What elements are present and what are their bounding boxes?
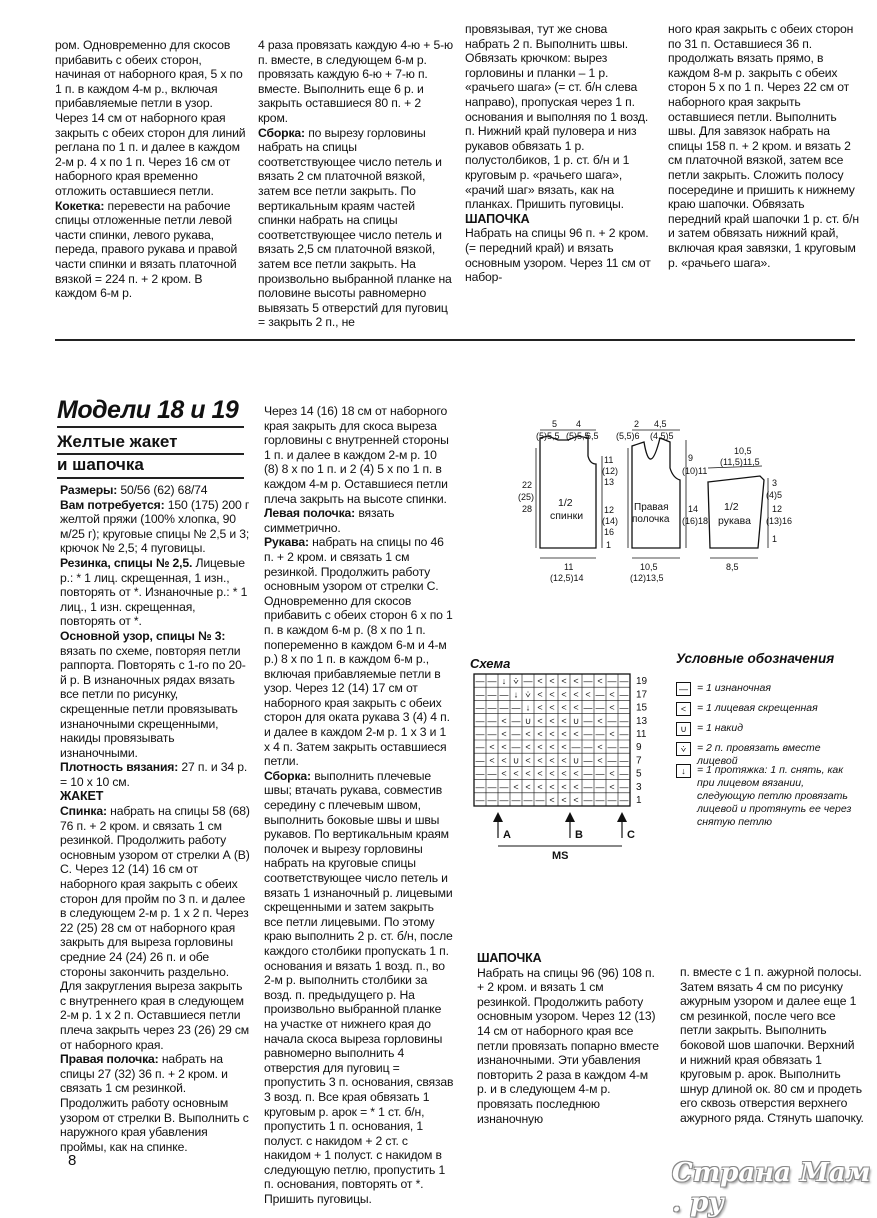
legend-text: = 1 накид xyxy=(697,722,744,734)
stitch-symbol: < xyxy=(501,742,507,753)
stitch-symbol: < xyxy=(537,768,543,779)
row-number: 19 xyxy=(636,676,648,688)
stitch-symbol: — xyxy=(607,795,617,805)
stitch-symbol: < xyxy=(489,742,495,753)
paragraph xyxy=(60,629,250,760)
stitch-symbol: — xyxy=(475,715,485,726)
stitch-symbol: — xyxy=(511,729,521,739)
arrow-label: B xyxy=(575,829,583,841)
subtitle-underline-1 xyxy=(57,453,244,455)
stitch-symbol: < xyxy=(609,689,615,700)
legend-symbol-icon: ∪ xyxy=(676,722,691,736)
row-number: 11 xyxy=(636,729,647,740)
paragraph-text: ром. Одновременно для скосов прибавить с обеих сторон, начиная от наборного края, 5 х по 1 п. в каждом 4-м р., включая прибавляемые петли в узор. Через 14 см от наборного края закрыть с обеих сторон для линий реглана по 1 п. и далее в каждом 2-м р. 4 х по 1 п. Через 16 см от наборного края временно отложить оставшиеся петли. xyxy=(55,38,246,198)
back-right-f: 16 xyxy=(604,527,615,537)
subtitle-line-2: и шапочка xyxy=(57,455,144,474)
section-heading: ЖАКЕТ xyxy=(60,789,104,804)
back-label-2: спинки xyxy=(550,510,584,522)
stitch-symbol: < xyxy=(501,755,507,766)
stitch-symbol: < xyxy=(597,676,603,687)
paragraph-heading: Вам потребуется: xyxy=(60,497,165,512)
stitch-symbol: < xyxy=(549,795,555,805)
stitch-symbol: < xyxy=(525,742,531,753)
top-column-2 xyxy=(258,38,454,330)
stitch-symbol: — xyxy=(475,768,485,779)
arrow-label: C xyxy=(627,829,635,841)
stitch-symbol: — xyxy=(511,715,521,726)
paragraph-heading: Резинка, спицы № 2,5. xyxy=(60,555,193,570)
section-heading: ШАПОЧКА xyxy=(465,211,530,226)
sleeve-label-1: 1/2 xyxy=(724,501,739,513)
front-top-c: (5,5)6 xyxy=(616,431,640,441)
paragraph-text: перевести на рабочие спицы отложенные петли левой части спинки, левого рукава, переда, правого рукава и правой части спинки и вязать платочной вязкой = 224 п. + 2 кром. В каждом 6-м р. xyxy=(55,198,238,301)
stitch-symbol: — xyxy=(619,702,629,713)
front-left-a: 14 xyxy=(688,504,699,514)
stitch-symbol: — xyxy=(487,689,497,700)
stitch-symbol: — xyxy=(607,742,617,753)
legend-text: = 2 п. провязать вместе лицевой xyxy=(697,742,821,767)
paragraph xyxy=(55,38,247,199)
stitch-symbol: — xyxy=(475,755,485,766)
sleeve-right-a: 3 xyxy=(772,478,778,488)
stitch-symbol: — xyxy=(595,729,605,739)
back-right-c: 13 xyxy=(604,477,615,487)
paragraph xyxy=(60,760,250,789)
paragraph-heading: Плотность вязания: xyxy=(60,760,179,775)
stitch-symbol: — xyxy=(583,781,593,792)
stitch-symbol: — xyxy=(511,742,521,753)
legend-item xyxy=(676,764,856,829)
stitch-symbol: < xyxy=(537,715,543,726)
stitch-symbol: — xyxy=(619,795,629,805)
stitch-symbol: < xyxy=(549,689,555,700)
paragraph xyxy=(258,38,454,126)
paragraph-heading: Кокетка: xyxy=(55,198,105,213)
stitch-symbol: < xyxy=(537,742,543,753)
stitch-symbol: ↓ xyxy=(501,676,507,687)
paragraph-heading: Сборка: xyxy=(264,768,311,783)
top-column-3 xyxy=(465,22,655,285)
legend-item xyxy=(676,702,856,716)
stitch-symbol: — xyxy=(619,742,629,753)
article-title: Модели 18 и 19 xyxy=(57,396,239,424)
stitch-symbol: — xyxy=(583,768,593,779)
paragraph xyxy=(60,804,250,1052)
back-left-a: 22 xyxy=(522,480,533,490)
front-outline xyxy=(632,438,680,548)
paragraph xyxy=(668,22,860,270)
stitch-symbol: < xyxy=(549,702,555,713)
sleeve-label-2: рукава xyxy=(718,515,751,527)
legend-text: = 1 изнаночная xyxy=(697,682,771,694)
paragraph-heading: Основной узор, спицы № 3: xyxy=(60,628,226,643)
row-number: 7 xyxy=(636,755,642,767)
legend-item xyxy=(676,722,856,736)
stitch-symbol: < xyxy=(525,729,531,739)
stitch-symbol: — xyxy=(595,768,605,779)
site-watermark: Страна Мам . ру xyxy=(672,1158,871,1218)
stitch-symbol: < xyxy=(525,781,531,792)
row-number: 9 xyxy=(636,742,642,754)
stitch-symbol: — xyxy=(595,795,605,805)
front-top-a: 2 xyxy=(634,419,640,429)
stitch-symbol: < xyxy=(489,755,495,766)
stitch-symbol: — xyxy=(499,702,509,713)
paragraph-text: п. вместе с 1 п. ажурной полосы. Затем вязать 4 см по рисунку ажурным узором и далее еще 1 см резинкой, после чего все петли закрыть. Выполнить боковой шов шапочки. Верхний и нижний края обвязать 1 круговым р. арок. Выполнить шнур длиной ок. 80 см и продеть его сквозь отверстия верхнего ажурного ряда. Стянуть шапочку. xyxy=(680,965,864,1125)
stitch-symbol: — xyxy=(583,715,593,726)
row-number: 17 xyxy=(636,689,648,701)
front-right-a: 9 xyxy=(688,453,694,463)
sleeve-top-b: (11,5)11,5 xyxy=(720,457,760,467)
stitch-symbol: — xyxy=(607,715,617,726)
stitch-symbol: — xyxy=(487,729,497,739)
back-right-g: 1 xyxy=(606,540,612,550)
front-label-2: полочка xyxy=(632,514,670,525)
legend-text: = 1 протяжка: 1 п. снять, как при лицевом вязании, следующую петлю провязать лицевой и протянуть ее через снятую петлю xyxy=(697,764,852,828)
front-right-b: (10)11 xyxy=(682,466,708,476)
section-separator xyxy=(55,339,855,341)
stitch-symbol: — xyxy=(619,689,629,700)
paragraph xyxy=(55,199,247,301)
stitch-symbol: ⩒ xyxy=(513,676,519,687)
stitch-symbol: < xyxy=(561,768,567,779)
paragraph xyxy=(465,226,655,284)
back-top-a: 5 xyxy=(552,419,558,429)
stitch-symbol: < xyxy=(549,768,555,779)
stitch-symbol: < xyxy=(537,729,543,739)
page-number: 8 xyxy=(68,1152,77,1169)
paragraph xyxy=(264,404,454,506)
back-top-b: 4 xyxy=(576,419,582,429)
paragraph-heading: Левая полочка: xyxy=(264,506,356,521)
paragraph-heading: Спинка: xyxy=(60,804,107,819)
back-left-b: (25) xyxy=(518,492,535,502)
stitch-chart xyxy=(468,670,668,860)
paragraph-text: набрать на спицы по 46 п. + 2 кром. и связать 1 см резинкой. Продолжить работу основным узором от стрелки С. Одновременно для скосов прибавить с обеих сторон 6 х по 1 п. в каждом 6-м р. (8 х по 1 п. попеременно в каждом 6-м и 4-м р.) 8 х по 1 п. в каждом 6-м р., включая прибавляемые петли в узор. Через 12 (14) 17 см от наборного края закрыть с обеих сторон для оката рукава 3 (4) 4 п. и далее в каждом 2-м р. 1 х 3 и 1 х 4 п. Затем закрыть оставшиеся петли. xyxy=(264,535,453,769)
stitch-symbol: — xyxy=(619,729,629,739)
stitch-symbol: < xyxy=(501,729,507,739)
front-label-1: Правая xyxy=(634,502,669,513)
top-column-1 xyxy=(55,38,247,301)
row-number: 15 xyxy=(636,702,648,714)
stitch-symbol: — xyxy=(487,676,497,687)
stitch-symbol: < xyxy=(513,781,519,792)
stitch-symbol: < xyxy=(573,702,579,713)
stitch-symbol: < xyxy=(573,676,579,687)
paragraph-text: 27 п. и 34 р. = 10 х 10 см. xyxy=(60,760,248,789)
stitch-symbol: < xyxy=(537,689,543,700)
stitch-symbol: < xyxy=(525,768,531,779)
front-left-b: (16)18 xyxy=(682,516,709,526)
stitch-symbol: < xyxy=(537,781,543,792)
row-number: 5 xyxy=(636,768,642,780)
stitch-symbol: < xyxy=(597,715,603,726)
paragraph-text: 4 раза провязать каждую 4-ю + 5-ю п. вместе, в следующем 6-м р. провязать каждую 6-ю + 7-ю п. вместе. Выполнить еще 6 р. и закрыть оставшиеся 80 п. + 2 кром. xyxy=(258,38,454,125)
stitch-symbol: — xyxy=(619,715,629,726)
back-label-1: 1/2 xyxy=(558,497,573,509)
stitch-symbol: < xyxy=(573,768,579,779)
stitch-symbol: < xyxy=(609,729,615,739)
stitch-symbol: < xyxy=(609,781,615,792)
legend-title: Условные обозначения xyxy=(676,651,835,666)
paragraph-text: вязать по схеме, повторяя петли раппорта. Повторять с 1-го по 20-й р. В изнаночных рядах вязать все петли по рисунку, скрещенные петли провязывать изнаночными скрещенными, накиды провязывать изнаночными. xyxy=(60,643,246,760)
stitch-symbol: ⩒ xyxy=(525,689,531,700)
stitch-symbol: — xyxy=(499,689,509,700)
paragraph xyxy=(60,1052,250,1154)
stitch-symbol: — xyxy=(583,755,593,766)
paragraph xyxy=(465,22,655,212)
stitch-symbol: < xyxy=(513,768,519,779)
legend-symbol-icon: < xyxy=(676,702,691,716)
stitch-symbol: < xyxy=(501,768,507,779)
stitch-symbol: — xyxy=(475,702,485,713)
paragraph-text: по вырезу горловины набрать на спицы соответствующее число петель и вязать 2 см платочной вязкой, затем все петли закрыть. По вертикальным краям частей спинки набрать на спицы соответствующее число петель и вязать 2,5 см платочной вязкой, затем все петли закрыть. На произвольно выбранной планке на половине высоты равномерно вывязать 5 отверстий для пуговиц = закрыть 2 п., не xyxy=(258,125,452,330)
stitch-symbol: < xyxy=(561,781,567,792)
stitch-symbol: ↓ xyxy=(513,689,519,700)
stitch-symbol: ∪ xyxy=(512,755,520,766)
back-top-d: (5)5,5 xyxy=(566,431,590,441)
stitch-symbol: — xyxy=(619,755,629,766)
paragraph-text: Набрать на спицы 96 (96) 108 п. + 2 кром. и вязать 1 см резинкой. Продолжить работу основным узором. Через 12 (13) 14 см от наборного края все петли провязать попарно вместе изнаночными. Эти убавления повторить 2 раза в каждом 4-м р. и в следующем 4-м р. провязать последнюю изнаночную xyxy=(477,965,659,1126)
stitch-symbol: < xyxy=(549,781,555,792)
stitch-symbol: < xyxy=(573,795,579,805)
back-top-c: (5)5,5 xyxy=(536,431,560,441)
sleeve-right-b: (4)5 xyxy=(766,490,783,500)
stitch-symbol: < xyxy=(537,676,543,687)
front-top-d: (4,5)5 xyxy=(650,431,674,441)
stitch-symbol: < xyxy=(597,755,603,766)
stitch-symbol: — xyxy=(487,715,497,726)
top-column-4 xyxy=(668,22,860,270)
stitch-symbol: — xyxy=(583,729,593,739)
front-bottom-b: (12)13,5 xyxy=(630,573,664,583)
repeat-arrow xyxy=(493,812,503,822)
schema-title: Схема xyxy=(470,656,511,671)
sleeve-top-a: 10,5 xyxy=(734,446,752,456)
paragraph-heading: Размеры: xyxy=(60,483,118,497)
front-top-b: 4,5 xyxy=(654,419,667,429)
paragraph xyxy=(680,965,864,1126)
stitch-symbol: — xyxy=(583,702,593,713)
repeat-arrow xyxy=(617,812,627,822)
paragraph xyxy=(264,506,454,535)
stitch-symbol: — xyxy=(475,689,485,700)
stitch-symbol: < xyxy=(549,742,555,753)
stitch-symbol: ∪ xyxy=(572,755,580,766)
stitch-symbol: — xyxy=(475,742,485,753)
section-heading: ШАПОЧКА xyxy=(477,951,542,965)
stitch-symbol: — xyxy=(523,795,533,805)
stitch-symbol: ∪ xyxy=(524,715,532,726)
stitch-symbol: < xyxy=(561,715,567,726)
subtitle-line-1: Желтые жакет xyxy=(57,432,178,451)
stitch-symbol: — xyxy=(619,781,629,792)
stitch-symbol: ↓ xyxy=(525,702,531,713)
back-left-c: 28 xyxy=(522,504,533,514)
back-right-d: 12 xyxy=(604,505,615,515)
paragraph-text: 50/56 (62) 68/74 xyxy=(117,483,208,497)
paragraph-heading: Правая полочка: xyxy=(60,1052,159,1067)
stitch-symbol: < xyxy=(561,742,567,753)
paragraph xyxy=(264,769,454,1207)
stitch-symbol: < xyxy=(525,755,531,766)
stitch-symbol: — xyxy=(475,795,485,805)
stitch-symbol: < xyxy=(561,795,567,805)
stitch-symbol: < xyxy=(501,715,507,726)
row-number: 3 xyxy=(636,781,642,793)
stitch-symbol: — xyxy=(499,781,509,792)
stitch-symbol: < xyxy=(609,768,615,779)
repeat-arrow xyxy=(565,812,575,822)
stitch-symbol: — xyxy=(583,676,593,687)
article-column-1 xyxy=(60,483,250,1154)
stitch-symbol: < xyxy=(561,689,567,700)
legend-symbol-icon: — xyxy=(676,682,691,696)
paragraph xyxy=(60,483,250,498)
stitch-symbol: — xyxy=(583,795,593,805)
stitch-symbol: — xyxy=(475,781,485,792)
paragraph-text: провязывая, тут же снова набрать 2 п. Выполнить швы. Обвязать крючком: вырез горловины и планки – 1 р. «рачьего шага» (= ст. б/н слева направо), пропуская через 1 п. основания и выполняя по 1 возд. п. Нижний край пуловера и низ рукавов обвязать 1 р. полустолбиков, 1 р. ст. б/н и 1 круговым р. «рачьего шага», «рачий шаг» вязать, как на планках. Пришить пуговицы. xyxy=(465,22,649,212)
stitch-symbol: < xyxy=(573,689,579,700)
stitch-symbol: — xyxy=(499,795,509,805)
stitch-symbol: — xyxy=(511,795,521,805)
stitch-symbol: — xyxy=(607,676,617,687)
stitch-symbol: — xyxy=(475,676,485,687)
paragraph-text: ного края закрыть с обеих сторон по 31 п. Оставшиеся 36 п. продолжать вязать прямо, в каждом 8-м р. закрыть с обеих сторон 5 х по 1 п. Через 22 см от наборного края закрыть оставшиеся петли. Выполнить швы. Для завязок набрать на спицы 158 п. + 2 кром. и вязать 2 см платочной вязкой, затем все петли закрыть. Сложить полосу посередине и пришить к нижнему краю шапочки. Обвязать передний край шапочки 1 р. ст. б/н и затем обвязать нижний край, включая края завязки, 1 круговым р. «рачьего шага». xyxy=(668,22,859,270)
paragraph-heading: Рукава: xyxy=(264,535,309,550)
title-underline xyxy=(57,426,244,428)
stitch-symbol: — xyxy=(475,729,485,739)
stitch-symbol: — xyxy=(595,689,605,700)
legend-item xyxy=(676,682,856,696)
back-bottom-b: (12,5)14 xyxy=(550,573,584,583)
subtitle-underline-2 xyxy=(57,477,244,479)
back-right-b: (12) xyxy=(602,466,619,476)
sleeve-right-c: 12 xyxy=(772,504,783,514)
stitch-symbol: < xyxy=(573,781,579,792)
paragraph xyxy=(477,966,659,1127)
legend-symbol-icon: ⩒ xyxy=(676,742,691,756)
back-top-e: 6,5 xyxy=(586,431,599,441)
stitch-symbol: — xyxy=(583,742,593,753)
stitch-symbol: — xyxy=(619,768,629,779)
stitch-symbol: — xyxy=(487,768,497,779)
paragraph xyxy=(264,535,454,769)
article-column-3 xyxy=(477,951,659,1126)
paragraph-text: Лицевые р.: * 1 лиц. скрещенная, 1 изн., повторять от *. Изнаночные р.: * 1 лиц., 1 изн. скрещенная, повторять от *. xyxy=(60,555,248,629)
stitch-symbol: < xyxy=(549,676,555,687)
stitch-symbol: < xyxy=(549,729,555,739)
stitch-symbol: < xyxy=(549,715,555,726)
paragraph xyxy=(60,556,250,629)
stitch-symbol: — xyxy=(487,702,497,713)
front-bottom-a: 10,5 xyxy=(640,562,658,572)
stitch-symbol: < xyxy=(597,742,603,753)
stitch-symbol: < xyxy=(561,755,567,766)
back-outline xyxy=(540,436,596,548)
stitch-symbol: < xyxy=(609,702,615,713)
paragraph-text: вязать симметрично. xyxy=(264,506,395,535)
row-number: 1 xyxy=(636,795,642,806)
stitch-symbol: < xyxy=(561,729,567,739)
paragraph-text: Набрать на спицы 96 п. + 2 кром. (= передний край) и вязать основным узором. Через 11 см от набор- xyxy=(465,226,651,285)
stitch-symbol: ∪ xyxy=(572,715,580,726)
legend-text: = 1 лицевая скрещенная xyxy=(697,702,818,714)
sleeve-bottom-a: 8,5 xyxy=(726,562,739,572)
paragraph-heading: Сборка: xyxy=(258,125,305,140)
back-right-a: 11 xyxy=(604,455,614,465)
paragraph xyxy=(60,498,250,556)
stitch-symbol: < xyxy=(561,702,567,713)
stitch-symbol: — xyxy=(595,702,605,713)
paragraph-text: Через 14 (16) 18 см от наборного края закрыть для скоса выреза горловины с внутренней стороны 1 п. и далее в каждом 2-м р. 10 (8) 8 х по 1 п. и 2 (4) 5 х по 1 п. в каждом 4-м р. Оставшиеся петли плеча закрыть на высоте спинки. xyxy=(264,404,449,506)
stitch-symbol: — xyxy=(511,702,521,713)
article-column-2 xyxy=(264,404,454,1207)
paragraph-text: набрать на спицы 27 (32) 36 п. + 2 кром. и связать 1 см резинкой. Продолжить работу основным узором от стрелки В. Выполнить с наружного края убавления проймы, как на спинке. xyxy=(60,1052,249,1154)
paragraph xyxy=(258,126,454,330)
stitch-symbol: < xyxy=(537,755,543,766)
arrow-label: A xyxy=(503,829,511,841)
stitch-symbol: — xyxy=(487,781,497,792)
article-column-4 xyxy=(680,965,864,1126)
stitch-symbol: < xyxy=(549,755,555,766)
legend-symbol-icon: ↓ xyxy=(676,764,691,778)
stitch-symbol: < xyxy=(537,702,543,713)
back-right-e: (14) xyxy=(602,516,619,526)
stitch-symbol: — xyxy=(523,676,533,687)
sleeve-right-e: 1 xyxy=(772,534,778,544)
stitch-symbol: — xyxy=(487,795,497,805)
stitch-symbol: — xyxy=(607,755,617,766)
pattern-diagrams xyxy=(510,418,810,588)
paragraph-text: 150 (175) 200 г желтой пряжи (100% хлопка, 90 м/25 г); круговые спицы № 2,5 и 3; крючок № 2,5; 4 пуговицы. xyxy=(60,497,250,556)
stitch-symbol: — xyxy=(535,795,545,805)
stitch-symbol: — xyxy=(619,676,629,687)
stitch-symbol: — xyxy=(571,742,581,753)
stitch-symbol: < xyxy=(585,689,591,700)
stitch-symbol: — xyxy=(595,781,605,792)
stitch-symbol: < xyxy=(573,729,579,739)
row-number: 13 xyxy=(636,715,648,727)
repeat-label: MS xyxy=(552,850,569,860)
back-bottom-a: 11 xyxy=(564,562,574,572)
stitch-symbol: < xyxy=(561,676,567,687)
paragraph-text: выполнить плечевые швы; втачать рукава, совместив середину с плечевым швом, выполнить боковые швы и швы рукавов. По вертикальным краям полочек и вырезу горловины набрать на круговые спицы соответствующее число петель и вязать 1 изнаночный р. лицевыми скрещенными и затем закрыть все петли лицевыми. По этому краю выполнить 2 р. ст. б/н, после каждого столбики пропускать 1 п. основания и вязать 1 возд. п., во 2-м р. выполнить столбики за возд. п. предыдущего р. На произвольно выбранной планке на участке от нижнего края до начала скоса выреза горловины равномерно выполнить 4 отверстия для пуговиц = пропустить 3 п. основания, связав 3 возд. п. Все края обвязать 1 круговым р. арок = * 1 ст. б/н, пропустить 1 п. основания, 1 полуст. с накидом + 2 ст. с накидом + 1 полуст. с накидом в следующую петлю, пропустить 1 п. основания, повторять от *. Пришить пуговицы. xyxy=(264,768,454,1207)
sleeve-right-d: (13)16 xyxy=(766,516,793,526)
paragraph-text: набрать на спицы 58 (68) 76 п. + 2 кром. и связать 1 см резинкой. Продолжить работу основным узором от стрелки А (В) С. Через 12 (14) 16 см от наборного края закрыть с обеих сторон для пройм по 3 п. и далее в следующем 2-м р. 1 х 2 п. Через 22 (25) 28 см от наборного края закрыть для выреза горловины средние 24 (24) 26 п. и обе стороны закончить раздельно. Для закругления выреза закрыть с внутреннего края в следующем 2-м р. 1 х 2 п. Оставшиеся петли плеча закрыть через 23 (26) 29 см от наборного края. xyxy=(60,804,250,1052)
